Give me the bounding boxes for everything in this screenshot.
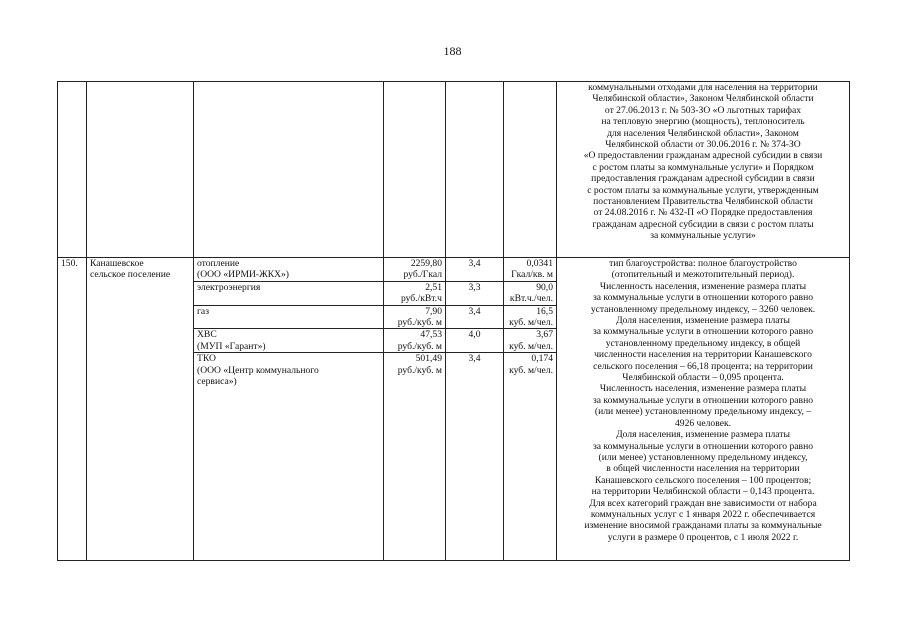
continuation-text-cell [557, 82, 850, 258]
tariff-unit: руб./кВт.ч [400, 293, 442, 305]
tariff-table [57, 81, 850, 561]
description-line: численности населения на территории Канашевского [594, 349, 812, 361]
continuation-line: гражданам адресной субсидии в связи с ростом платы [592, 218, 814, 230]
municipality-line: сельское поселение [90, 269, 171, 281]
norm-value [504, 305, 557, 329]
tariff-value [384, 281, 446, 305]
service-name [194, 329, 384, 353]
service-line: ТКО [197, 353, 216, 365]
continuation-num-cell [58, 82, 87, 258]
description-line: услуги в размере 0 процентов, с 1 июля 2022 г. [607, 531, 799, 543]
norm-line: 16,5 [536, 305, 553, 317]
index-value: 3,3 [446, 281, 504, 305]
continuation-line: от 27.06.2013 г. № 503-ЗО «О льготных тарифах [604, 104, 802, 116]
norm-unit: куб. м/чел. [509, 340, 553, 352]
tariff-line: 47,53 [420, 329, 442, 341]
description-line: за коммунальные услуги в отношении которого равно [592, 326, 814, 338]
norm-line: 0,0341 [526, 258, 553, 269]
service-name [194, 353, 384, 561]
continuation-line: от 24.08.2016 г. № 432-П «О Порядке предоставления [593, 207, 813, 219]
description-line: (или менее) установленному предельному индексу, – [594, 406, 812, 418]
continuation-line: для населения Челябинской области», Законом [607, 127, 799, 139]
continuation-line: Челябинской области от 30.06.2016 г. № 374-ЗО [605, 139, 801, 151]
tariff-line: 7,90 [425, 305, 442, 317]
description-line: установленному предельному индексу, в общей [605, 337, 801, 349]
continuation-line: коммунальными отходами для населения на территории [588, 82, 818, 93]
norm-line: 0,174 [531, 353, 553, 365]
continuation-row [58, 82, 850, 258]
norm-unit: куб. м/чел. [509, 364, 553, 376]
tariff-value [384, 329, 446, 353]
norm-line: 3,67 [536, 329, 553, 341]
norm-unit: кВт.ч./чел. [509, 293, 553, 305]
tariff-unit: руб./куб. м [397, 317, 442, 329]
continuation-service-cell [194, 82, 384, 258]
description-line: в общей численности населения на территории [606, 463, 800, 475]
index-value: 3,4 [446, 353, 504, 561]
description-line: Доля населения, изменение размера платы [616, 315, 790, 327]
page-number: 188 [443, 44, 462, 58]
description-line: Численность населения, изменение размера платы [599, 280, 807, 292]
service-line: ХВС [197, 329, 217, 341]
description-line: 4926 человек. [674, 417, 732, 429]
entry-number: 150. [58, 258, 87, 561]
continuation-municipality-cell [87, 82, 194, 258]
description-line: Доля населения, изменение размера платы [616, 429, 790, 441]
description-line: (отопительный и межотопительный период). [611, 269, 795, 281]
tariff-value [384, 258, 446, 282]
continuation-line: с ростом платы за коммунальные услуги» и Порядком [592, 161, 814, 173]
index-value: 4,0 [446, 329, 504, 353]
description-line: за коммунальные услуги в отношении которого равно [592, 292, 814, 304]
description-line: за коммунальные услуги в отношении которого равно [592, 440, 814, 452]
service-line: газ [197, 305, 209, 317]
tariff-line: 501,49 [415, 353, 442, 365]
norm-value [504, 329, 557, 353]
continuation-line: предоставления гражданам адресной субсидии в связи [591, 173, 815, 185]
service-name [194, 258, 384, 282]
description-line: (или менее) установленному предельному индексу, [598, 451, 808, 463]
service-name [194, 281, 384, 305]
service-line: отопление [197, 258, 240, 269]
description-line: тип благоустройства: полное благоустройство [609, 258, 797, 269]
description-line: на территории Челябинской области – 0,143 процента. [591, 486, 815, 498]
tariff-line: 2259,80 [410, 258, 442, 269]
index-value: 3,4 [446, 258, 504, 282]
service-line: (МУП «Гарант») [197, 340, 266, 352]
description-line: Канашевского сельского поселения – 100 процентов; [594, 474, 812, 486]
continuation-line: «О предоставлении гражданам адресной субсидии в связи [583, 150, 823, 162]
tariff-value [384, 353, 446, 561]
tariff-unit: руб./куб. м [397, 364, 442, 376]
description-line: Численность населения, изменение размера платы [599, 383, 807, 395]
description-line: за коммунальные услуги в отношении которого равно [592, 394, 814, 406]
entry-description [557, 258, 850, 561]
tariff-unit: руб./куб. м [397, 340, 442, 352]
continuation-line: за коммунальные услуги» [650, 230, 756, 242]
description-line: Челябинской области – 0,095 процента. [622, 372, 784, 384]
continuation-tariff-cell [384, 82, 446, 258]
service-line: (ООО «ИРМИ-ЖКХ») [197, 269, 290, 281]
service-line: (ООО «Центр коммунального [197, 364, 319, 376]
tariff-value [384, 305, 446, 329]
service-row-heating [58, 258, 850, 282]
service-name [194, 305, 384, 329]
municipality-line: Канашевское [90, 258, 144, 269]
norm-line: 90,0 [536, 281, 553, 293]
tariff-unit: руб./Гкал [403, 269, 442, 281]
description-line: Для всех категорий граждан вне зависимости от набора [589, 497, 817, 509]
continuation-index-cell [446, 82, 504, 258]
description-line: установленному предельному индексу, – 3260 человек. [590, 303, 816, 315]
index-value: 3,4 [446, 305, 504, 329]
continuation-line: постановлением Правительства Челябинской области [593, 196, 813, 208]
municipality-name [87, 258, 194, 561]
continuation-line: на тепловую энергию (мощность), теплоноситель [601, 116, 805, 128]
description-line: коммунальных услуг с 1 января 2022 г. обеспечивается [590, 508, 816, 520]
service-line: электроэнергия [197, 281, 261, 293]
tariff-line: 2,51 [425, 281, 442, 293]
norm-value [504, 353, 557, 561]
description-line: сельского поселения – 66,18 процента; на территории [593, 360, 813, 372]
continuation-line: Челябинской области», Законом Челябинской области [592, 93, 814, 105]
continuation-line: с ростом платы за коммунальные услуги, утвержденным [587, 184, 819, 196]
norm-unit: куб. м/чел. [509, 317, 553, 329]
norm-value [504, 281, 557, 305]
norm-value [504, 258, 557, 282]
description-line: изменение вносимой гражданами платы за коммунальные [584, 520, 822, 532]
continuation-norm-cell [504, 82, 557, 258]
service-line: сервиса») [197, 376, 237, 388]
norm-unit: Гкал/кв. м [511, 269, 553, 281]
